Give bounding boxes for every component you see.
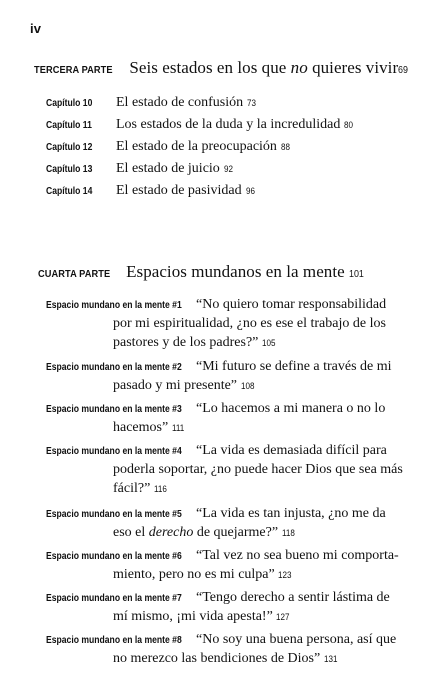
chapter-title: El estado de confusión [116, 95, 244, 110]
espacio-title-line: pasado y mi presente” [113, 378, 238, 393]
espacio-title-line: “La vida es demasiada difícil para [196, 443, 387, 458]
espacio-entry [46, 588, 406, 626]
espacio-page-number: 123 [278, 570, 292, 581]
espacio-label: Espacio mundano en la mente #7 [46, 593, 182, 604]
chapter-entry [46, 92, 258, 112]
espacio-title-line: hacemos” [113, 420, 169, 435]
espacio-page-number: 118 [281, 528, 295, 539]
espacio-label: Espacio mundano en la mente #3 [46, 404, 182, 415]
chapter-page-number: 88 [280, 142, 290, 153]
espacio-entry [46, 630, 406, 668]
espacio-title-line: poderla soportar, ¿no puede hacer Dios que sea más [113, 462, 403, 477]
chapter-entry [46, 158, 234, 178]
part-label: TERCERA PARTE [34, 64, 113, 76]
chapter-title: El estado de pasividad [116, 183, 242, 198]
espacio-title-line: “Tal vez no sea bueno mi comporta- [196, 548, 399, 563]
espacio-title-line: “Mi futuro se define a través de mi [196, 359, 392, 374]
chapter-entry [46, 114, 355, 134]
espacio-label: Espacio mundano en la mente #5 [46, 509, 182, 520]
chapter-page-number: 92 [223, 164, 233, 175]
espacio-title-line: eso el derecho de quejarme?” [113, 525, 279, 540]
espacio-entry [46, 295, 406, 352]
chapter-label: Capítulo 11 [46, 120, 92, 131]
espacio-title-line: miento, pero no es mi culpa” [113, 567, 275, 582]
chapter-entry [46, 136, 292, 156]
espacio-title-line: pastores y de los padres?” [113, 335, 259, 350]
chapter-label: Capítulo 12 [46, 142, 93, 153]
espacio-title-line: “No soy una buena persona, así que [196, 632, 397, 647]
espacio-entry [46, 441, 406, 498]
espacio-entry [46, 546, 406, 584]
espacio-label: Espacio mundano en la mente #4 [46, 446, 182, 457]
page-number-folio: iv [30, 21, 42, 36]
espacio-title-line: “Tengo derecho a sentir lástima de [196, 590, 390, 605]
espacio-label: Espacio mundano en la mente #2 [46, 362, 182, 373]
chapter-title: Los estados de la duda y la incredulidad [116, 117, 341, 132]
part-four-heading [38, 262, 366, 284]
part-title: Seis estados en los que no quieres vivir [129, 58, 399, 77]
part-three-heading [34, 58, 410, 80]
espacio-label: Espacio mundano en la mente #1 [46, 300, 182, 311]
part-page-number: 69 [398, 64, 409, 76]
espacio-entry [46, 399, 406, 437]
espacio-title-line: fácil?” [113, 481, 151, 496]
chapter-label: Capítulo 13 [46, 164, 93, 175]
espacio-page-number: 116 [153, 484, 167, 495]
espacio-title-line: “Lo hacemos a mi manera o no lo [196, 401, 386, 416]
espacio-title-line: por mi espiritualidad, ¿no es ese el trabajo de los [113, 316, 386, 331]
espacio-entry [46, 504, 406, 542]
espacio-title-line: “No quiero tomar responsabilidad [196, 297, 387, 312]
part-page-number: 101 [348, 268, 364, 280]
chapter-label: Capítulo 10 [46, 98, 93, 109]
espacio-title-line: “La vida es tan injusta, ¿no me da [196, 506, 386, 521]
espacio-page-number: 127 [276, 612, 290, 623]
chapter-label: Capítulo 14 [46, 186, 93, 197]
part-label: CUARTA PARTE [38, 268, 111, 280]
chapter-entry [46, 180, 256, 200]
espacio-title-line: no merezco las bendiciones de Dios” [113, 651, 321, 666]
espacio-title-line: mí mismo, ¡mi vida apesta!” [113, 609, 273, 624]
espacio-label: Espacio mundano en la mente #6 [46, 551, 182, 562]
espacio-page-number: 111 [171, 423, 184, 434]
chapter-page-number: 73 [247, 98, 257, 109]
part-title: Espacios mundanos en la mente [126, 262, 345, 281]
espacio-page-number: 105 [261, 338, 276, 349]
chapter-title: El estado de juicio [116, 161, 220, 176]
espacio-label: Espacio mundano en la mente #8 [46, 635, 182, 646]
espacio-page-number: 131 [323, 654, 338, 665]
espacio-page-number: 108 [240, 381, 254, 392]
espacio-entry [46, 357, 406, 395]
chapter-page-number: 96 [245, 186, 255, 197]
chapter-page-number: 80 [344, 120, 354, 131]
chapter-title: El estado de la preocupación [116, 139, 277, 154]
